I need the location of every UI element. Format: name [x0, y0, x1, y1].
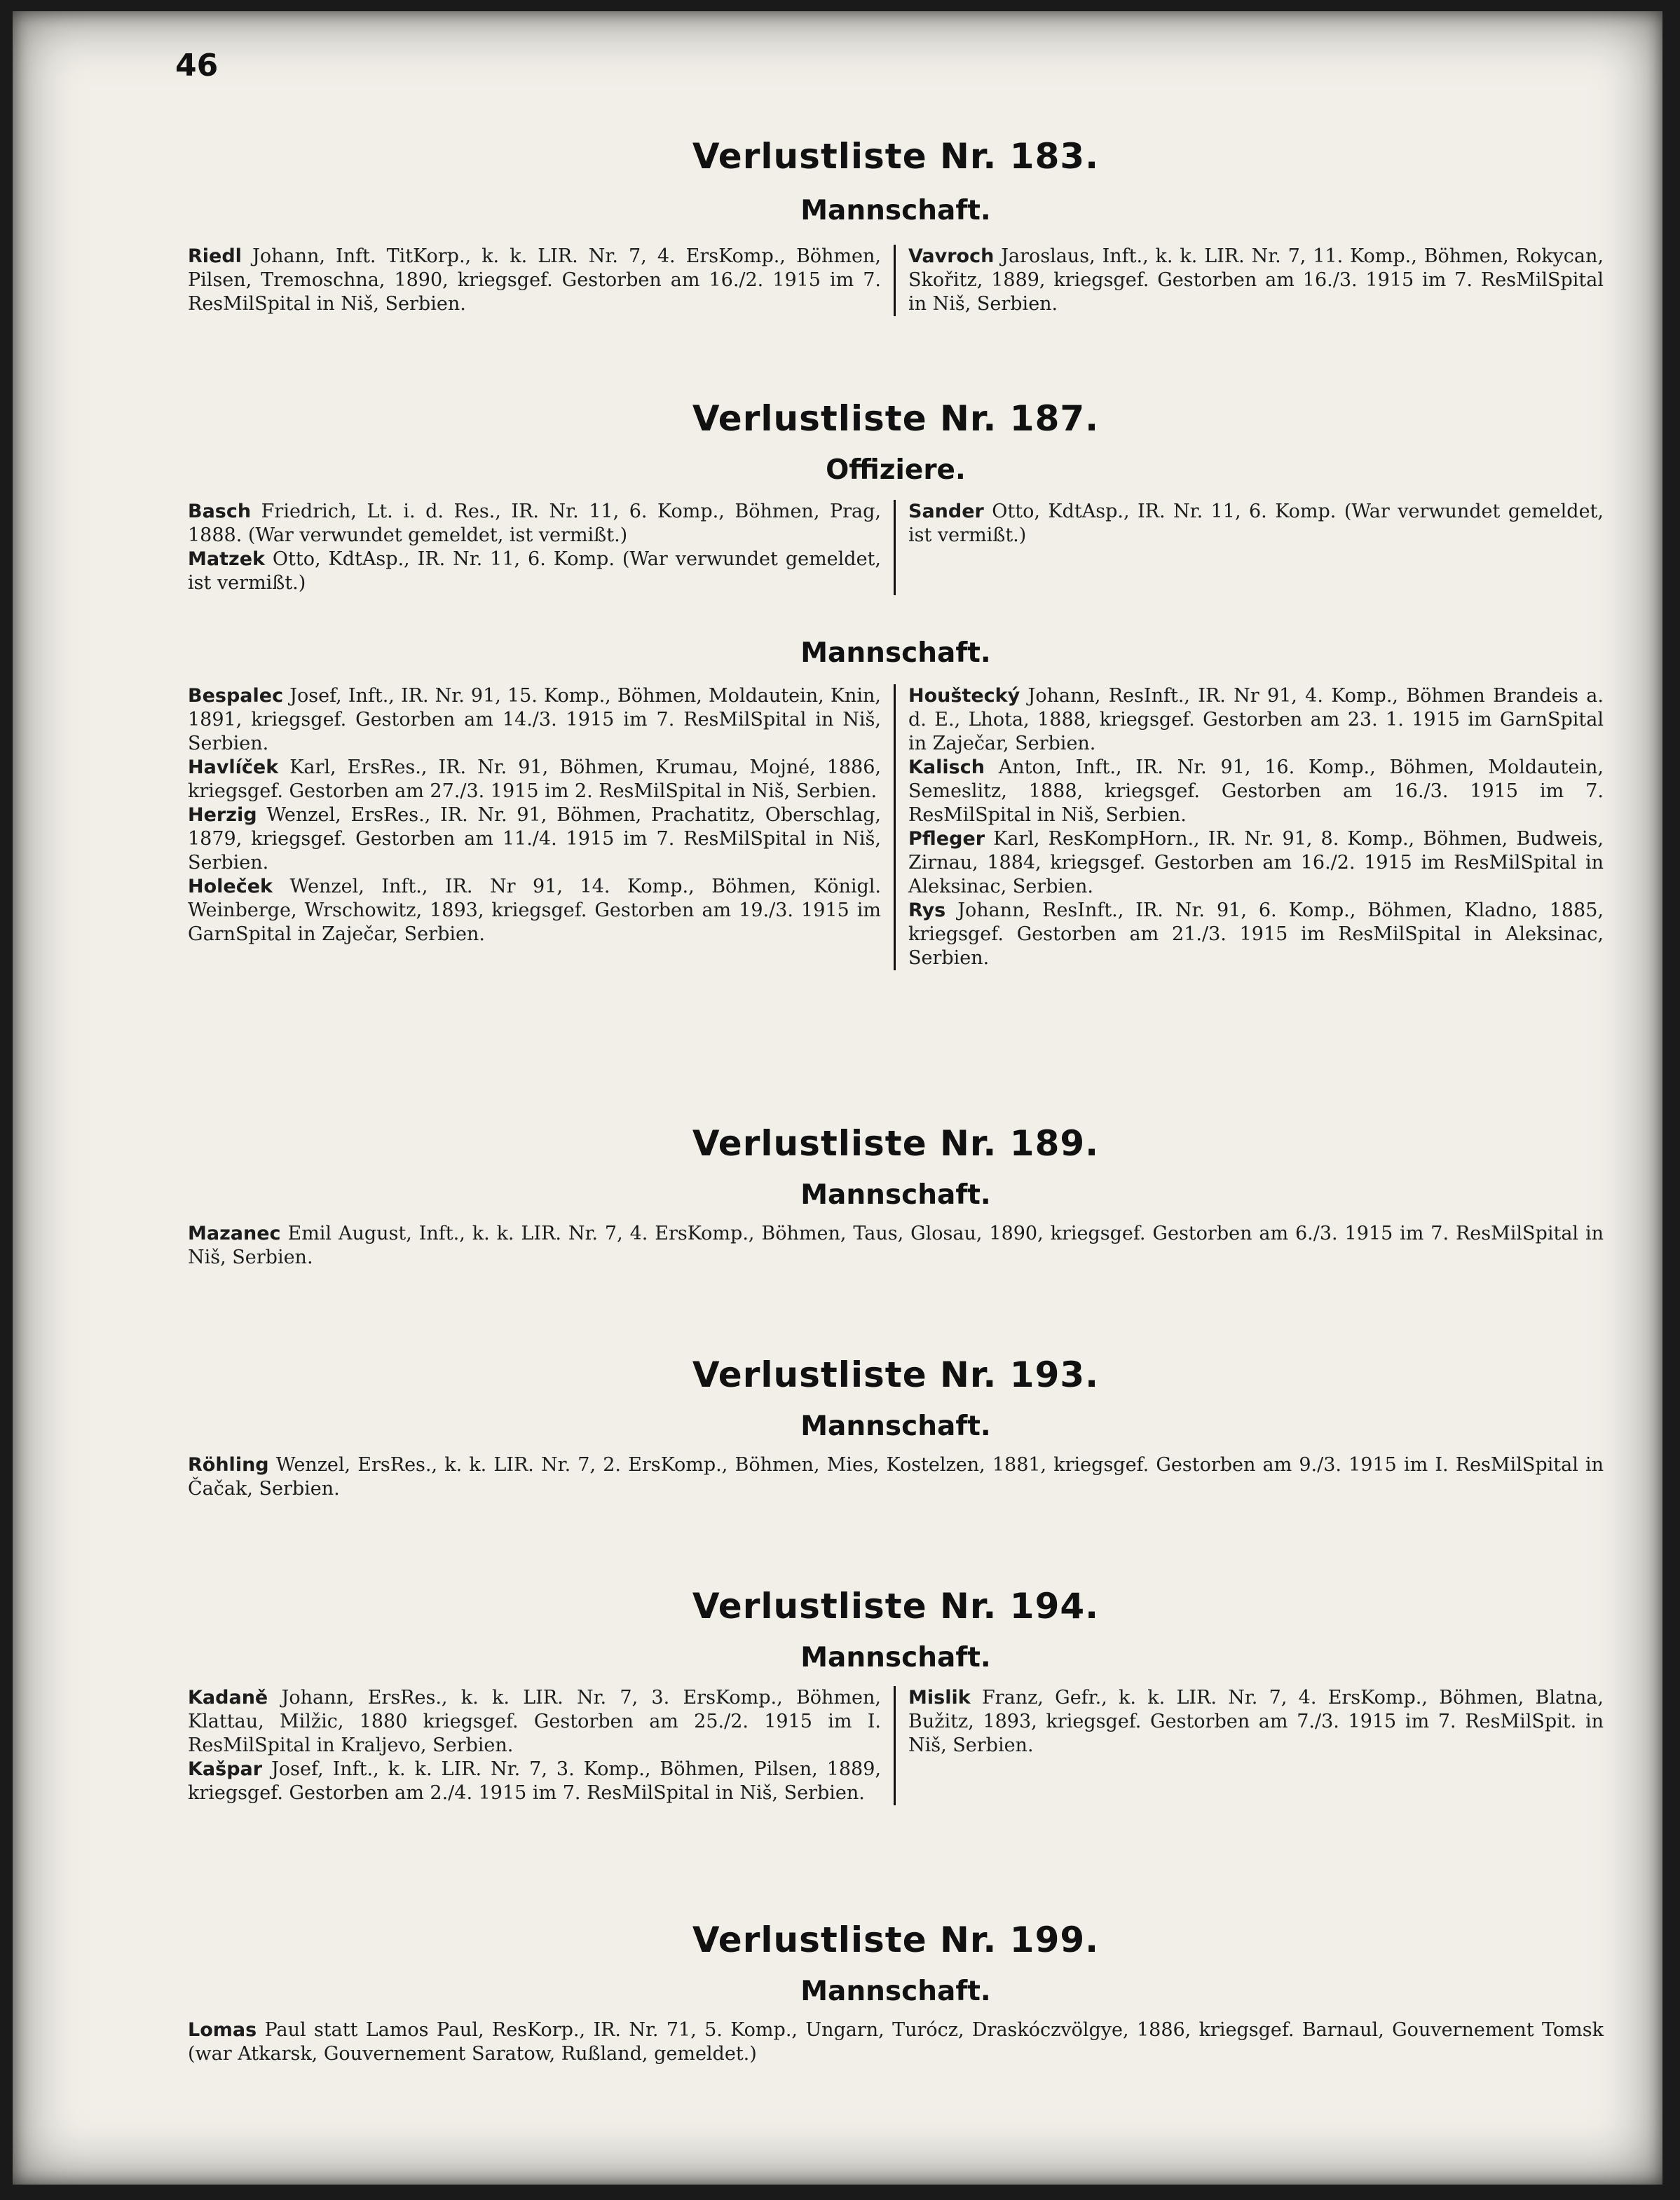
section-title: Verlustliste Nr. 187. [692, 398, 1100, 439]
two-column-block [188, 245, 1604, 316]
entry-surname: Houštecký [908, 685, 1020, 707]
entry-surname: Röhling [188, 1454, 269, 1476]
two-column-block [188, 500, 1604, 595]
section-subheading: Mannschaft. [800, 1179, 991, 1211]
entry-text: Franz, Gefr., k. k. LIR. Nr. 7, 4. ErsKomp., Böhmen, Blatna, Bužitz, 1893, kriegsgef. Gestorben am 7./3. 1915 im 7. ResMilSpit. in Niš, Serbien. [908, 1687, 1604, 1756]
casualty-entry [188, 756, 881, 803]
entry-surname: Basch [188, 501, 252, 522]
casualty-entry [188, 2018, 1604, 2066]
section-title: Verlustliste Nr. 199. [692, 1920, 1100, 1960]
full-width-block [188, 1453, 1604, 1501]
entry-text: Josef, Inft., IR. Nr. 91, 15. Komp., Böhmen, Moldautein, Knin, 1891, kriegsgef. Gestorben am 14./3. 1915 im 7. ResMilSpital in Niš, Serbien. [188, 685, 881, 754]
entry-surname: Vavroch [908, 245, 995, 267]
section-subheading: Offiziere. [826, 454, 966, 486]
casualty-entry [908, 1686, 1604, 1758]
entry-surname: Holeček [188, 876, 273, 897]
casualty-entry [908, 827, 1604, 899]
casualty-entry [188, 1453, 1604, 1501]
left-column [188, 1686, 896, 1805]
section-title: Verlustliste Nr. 183. [692, 136, 1100, 177]
section-title: Verlustliste Nr. 194. [692, 1586, 1100, 1627]
entry-text: Paul statt Lamos Paul, ResKorp., IR. Nr. 71, 5. Komp., Ungarn, Turócz, Draskóczvölgye, 1886, kriegsgef. Barnaul, Gouvernement Tomsk (war Atkarsk, Gouvernement Saratow, Rußland, gemeldet.) [188, 2019, 1604, 2065]
section-199 [188, 1920, 1604, 2066]
entry-surname: Herzig [188, 804, 257, 826]
section-187 [188, 398, 1604, 970]
document-page [13, 11, 1662, 2185]
entry-surname: Pfleger [908, 828, 985, 850]
section-subheading: Mannschaft. [800, 1642, 991, 1673]
entry-text: Anton, Inft., IR. Nr. 91, 16. Komp., Böhmen, Moldautein, Semeslitz, 1888, kriegsgef. Gestorben am 16./3. 1915 im 7. ResMilSpital in Niš, Serbien. [908, 756, 1604, 826]
section-189 [188, 1123, 1604, 1270]
entry-surname: Kalisch [908, 756, 985, 778]
two-column-block [188, 684, 1604, 970]
right-column [896, 500, 1604, 595]
entry-text: Emil August, Inft., k. k. LIR. Nr. 7, 4. ErsKomp., Böhmen, Taus, Glosau, 1890, kriegsgef. Gestorben am 6./3. 1915 im 7. ResMilSpital in Niš, Serbien. [188, 1223, 1604, 1268]
left-column [188, 245, 896, 316]
entry-text: Karl, ResKompHorn., IR. Nr. 91, 8. Komp., Böhmen, Budweis, Zirnau, 1884, kriegsgef. Gestorben am 16./2. 1915 im ResMilSpital in Aleksinac, Serbien. [908, 828, 1604, 897]
section-subheading: Mannschaft. [800, 1411, 991, 1442]
casualty-entry [188, 803, 881, 875]
right-column [896, 684, 1604, 970]
page-number: 46 [175, 48, 219, 83]
casualty-entry [908, 245, 1604, 316]
section-subheading: Mannschaft. [800, 195, 991, 226]
casualty-entry [188, 1686, 881, 1758]
left-column [188, 500, 896, 595]
casualty-entry [188, 245, 881, 316]
entry-surname: Matzek [188, 548, 265, 570]
casualty-entry [188, 1222, 1604, 1270]
section-194 [188, 1586, 1604, 1805]
section-title: Verlustliste Nr. 189. [692, 1123, 1100, 1164]
entry-text: Johann, ResInft., IR. Nr. 91, 6. Komp., Böhmen, Kladno, 1885, kriegsgef. Gestorben am 21./3. 1915 im ResMilSpital in Aleksinac, Serbien. [908, 899, 1604, 969]
full-width-block [188, 1222, 1604, 1270]
entry-text: Wenzel, Inft., IR. Nr 91, 14. Komp., Böhmen, Königl. Weinberge, Wrschowitz, 1893, kriegsgef. Gestorben am 19./3. 1915 im GarnSpital in Zaječar, Serbien. [188, 876, 881, 945]
entry-text: Jaroslaus, Inft., k. k. LIR. Nr. 7, 11. Komp., Böhmen, Rokycan, Skořitz, 1889, kriegsgef. Gestorben am 16./3. 1915 im 7. ResMilSpital in Niš, Serbien. [908, 245, 1604, 315]
entry-text: Josef, Inft., k. k. LIR. Nr. 7, 3. Komp., Böhmen, Pilsen, 1889, kriegsgef. Gestorben am 2./4. 1915 im 7. ResMilSpital in Niš, Serbien. [188, 1758, 881, 1804]
entry-text: Johann, Inft. TitKorp., k. k. LIR. Nr. 7, 4. ErsKomp., Böhmen, Pilsen, Tremoschna, 1890, kriegsgef. Gestorben am 16./2. 1915 im 7. ResMilSpital in Niš, Serbien. [188, 245, 881, 315]
entry-surname: Lomas [188, 2019, 257, 2041]
casualty-entry [908, 500, 1604, 548]
section-title: Verlustliste Nr. 193. [692, 1354, 1100, 1395]
entry-text: Wenzel, ErsRes., k. k. LIR. Nr. 7, 2. ErsKomp., Böhmen, Mies, Kostelzen, 1881, kriegsgef. Gestorben am 9./3. 1915 im I. ResMilSpital in Čačak, Serbien. [188, 1454, 1604, 1500]
casualty-entry [908, 684, 1604, 756]
right-column [896, 1686, 1604, 1805]
entry-text: Friedrich, Lt. i. d. Res., IR. Nr. 11, 6. Komp., Böhmen, Prag, 1888. (War verwundet gemeldet, ist vermißt.) [188, 501, 881, 546]
casualty-entry [908, 899, 1604, 970]
entry-surname: Sander [908, 501, 984, 522]
section-183 [188, 136, 1604, 316]
two-column-block [188, 1686, 1604, 1805]
section-subheading: Mannschaft. [800, 1976, 991, 2007]
section-193 [188, 1354, 1604, 1501]
casualty-entry [908, 756, 1604, 827]
entry-text: Johann, ResInft., IR. Nr 91, 4. Komp., Böhmen Brandeis a. d. E., Lhota, 1888, kriegsgef. Gestorben am 23. 1. 1915 im GarnSpital in Zaječar, Serbien. [908, 685, 1604, 754]
entry-text: Johann, ErsRes., k. k. LIR. Nr. 7, 3. ErsKomp., Böhmen, Klattau, Milžic, 1880 kriegsgef. Gestorben am 25./2. 1915 im I. ResMilSpital in Kraljevo, Serbien. [188, 1687, 881, 1756]
entry-surname: Kadaně [188, 1687, 268, 1709]
entry-surname: Havlíček [188, 756, 279, 778]
casualty-entry [188, 875, 881, 946]
casualty-entry [188, 1758, 881, 1805]
entry-surname: Kašpar [188, 1758, 263, 1780]
entry-surname: Riedl [188, 245, 242, 267]
entry-surname: Mislik [908, 1687, 971, 1709]
entry-text: Otto, KdtAsp., IR. Nr. 11, 6. Komp. (War verwundet gemeldet, ist vermißt.) [908, 501, 1604, 546]
entry-text: Otto, KdtAsp., IR. Nr. 11, 6. Komp. (War verwundet gemeldet, ist vermißt.) [188, 548, 881, 594]
casualty-entry [188, 684, 881, 756]
right-column [896, 245, 1604, 316]
entry-surname: Bespalec [188, 685, 284, 707]
full-width-block [188, 2018, 1604, 2066]
section-subheading: Mannschaft. [800, 637, 991, 669]
entry-surname: Mazanec [188, 1223, 281, 1244]
entry-text: Wenzel, ErsRes., IR. Nr. 91, Böhmen, Prachatitz, Oberschlag, 1879, kriegsgef. Gestorben am 11./4. 1915 im 7. ResMilSpital in Niš, Serbien. [188, 804, 881, 874]
casualty-entry [188, 500, 881, 548]
left-column [188, 684, 896, 970]
entry-text: Karl, ErsRes., IR. Nr. 91, Böhmen, Krumau, Mojné, 1886, kriegsgef. Gestorben am 27./3. 1915 im 2. ResMilSpital in Niš, Serbien. [188, 756, 881, 802]
entry-surname: Rys [908, 899, 946, 921]
casualty-entry [188, 548, 881, 595]
